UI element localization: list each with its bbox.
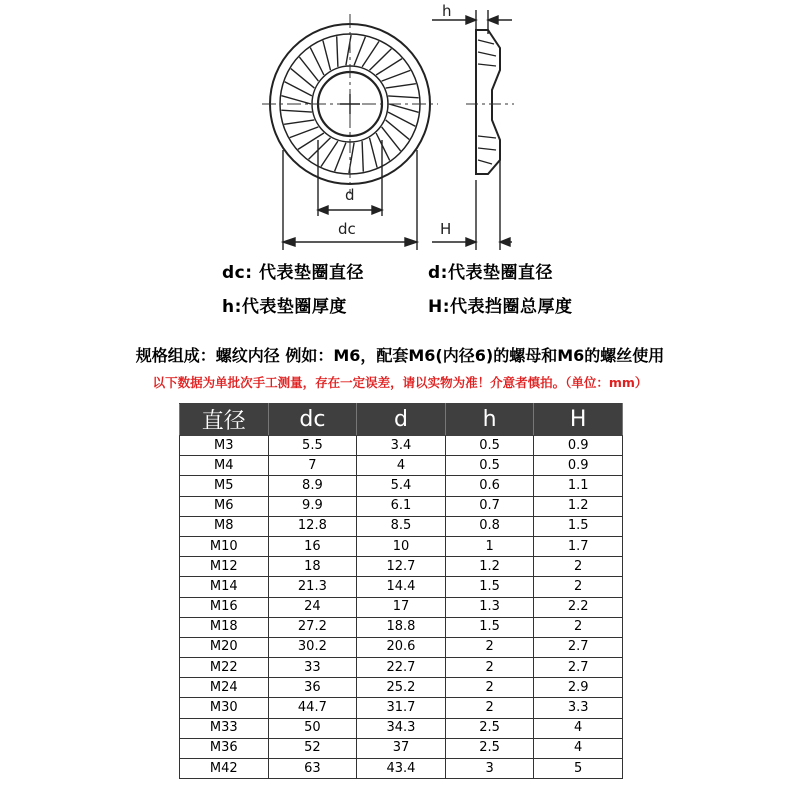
spec-description: 规格组成：螺纹内径 例如：M6，配套M6(内径6)的螺母和M6的螺丝使用 bbox=[135, 346, 665, 365]
table-cell: 33 bbox=[268, 658, 357, 678]
table-row bbox=[180, 637, 623, 657]
table-cell: M3 bbox=[180, 436, 269, 456]
serration-tooth bbox=[298, 133, 324, 149]
table-cell: 2 bbox=[534, 577, 623, 597]
serration-tooth bbox=[388, 112, 415, 126]
table-cell: M14 bbox=[180, 577, 269, 597]
table-cell: 2 bbox=[534, 557, 623, 577]
table-cell: 18.8 bbox=[357, 617, 446, 637]
table-row bbox=[180, 658, 623, 678]
table-cell: 8.5 bbox=[357, 516, 446, 536]
table-cell: 2 bbox=[445, 698, 534, 718]
header-diameter: 直径 bbox=[180, 404, 269, 436]
table-cell: 44.7 bbox=[268, 698, 357, 718]
legend-dc: dc: 代表垫圈直径 bbox=[222, 263, 364, 283]
table-cell: 9.9 bbox=[268, 496, 357, 516]
table-row bbox=[180, 557, 623, 577]
table-cell: 2.5 bbox=[445, 718, 534, 738]
table-cell: 17 bbox=[357, 597, 446, 617]
table-cell: 1.5 bbox=[445, 617, 534, 637]
table-cell: M16 bbox=[180, 597, 269, 617]
table-cell: 50 bbox=[268, 718, 357, 738]
table-cell: 16 bbox=[268, 536, 357, 556]
table-cell: 7 bbox=[268, 456, 357, 476]
table-cell: 1.5 bbox=[445, 577, 534, 597]
table-cell: 4 bbox=[357, 456, 446, 476]
table-cell: M30 bbox=[180, 698, 269, 718]
table-row bbox=[180, 759, 623, 779]
serration-tooth bbox=[282, 96, 312, 104]
table-cell: M22 bbox=[180, 658, 269, 678]
table-cell: 10 bbox=[357, 536, 446, 556]
table-cell: 14.4 bbox=[357, 577, 446, 597]
table-cell: 1 bbox=[445, 536, 534, 556]
table-cell: 3 bbox=[445, 759, 534, 779]
table-cell: 12.8 bbox=[268, 516, 357, 536]
table-cell: 24 bbox=[268, 597, 357, 617]
table-row bbox=[180, 516, 623, 536]
legend-H: H:代表挡圈总厚度 bbox=[428, 297, 573, 317]
table-cell: 3.3 bbox=[534, 698, 623, 718]
legend-d: d:代表垫圈直径 bbox=[428, 263, 553, 283]
table-cell: 5 bbox=[534, 759, 623, 779]
table-cell: 0.9 bbox=[534, 436, 623, 456]
table-cell: M20 bbox=[180, 637, 269, 657]
measurement-note: 以下数据为单批次手工测量，存在一定误差，请以实物为准！介意者慎拍。（单位：mm） bbox=[152, 375, 648, 390]
serration-tooth bbox=[362, 141, 363, 172]
serration-tooth bbox=[376, 133, 390, 160]
table-header-row bbox=[180, 404, 623, 436]
table-cell: M10 bbox=[180, 536, 269, 556]
table-cell: M5 bbox=[180, 476, 269, 496]
table-cell: M6 bbox=[180, 496, 269, 516]
table-cell: 4 bbox=[534, 718, 623, 738]
table-cell: 30.2 bbox=[268, 637, 357, 657]
serration-tooth bbox=[290, 127, 319, 138]
header-dc: dc bbox=[268, 404, 357, 436]
table-cell: M18 bbox=[180, 617, 269, 637]
serration-tooth bbox=[337, 36, 338, 67]
table-cell: 2.7 bbox=[534, 637, 623, 657]
table-cell: M36 bbox=[180, 738, 269, 758]
serration-tooth bbox=[310, 48, 324, 75]
table-cell: 43.4 bbox=[357, 759, 446, 779]
table-cell: 52 bbox=[268, 738, 357, 758]
table-cell: 3.4 bbox=[357, 436, 446, 456]
table-cell: 36 bbox=[268, 678, 357, 698]
table-row bbox=[180, 678, 623, 698]
serration-tooth bbox=[382, 70, 411, 81]
table-row bbox=[180, 456, 623, 476]
table-row bbox=[180, 617, 623, 637]
table-cell: 18 bbox=[268, 557, 357, 577]
table-row bbox=[180, 738, 623, 758]
serration-tooth bbox=[389, 104, 419, 112]
serration-tooth bbox=[281, 110, 312, 112]
dim-label-dc: dc bbox=[338, 220, 356, 238]
table-cell: 1.1 bbox=[534, 476, 623, 496]
table-cell: 4 bbox=[534, 738, 623, 758]
table-cell: 6.1 bbox=[357, 496, 446, 516]
table-cell: 1.5 bbox=[534, 516, 623, 536]
header-h: h bbox=[445, 404, 534, 436]
table-row bbox=[180, 597, 623, 617]
table-cell: 1.3 bbox=[445, 597, 534, 617]
table-row bbox=[180, 436, 623, 456]
serration-tooth bbox=[386, 84, 416, 88]
table-cell: 0.9 bbox=[534, 456, 623, 476]
table-cell: 1.2 bbox=[534, 496, 623, 516]
table-cell: 2.5 bbox=[445, 738, 534, 758]
header-H: H bbox=[534, 404, 623, 436]
serration-tooth bbox=[284, 120, 314, 124]
table-cell: 20.6 bbox=[357, 637, 446, 657]
table-cell: 0.8 bbox=[445, 516, 534, 536]
table-cell: M42 bbox=[180, 759, 269, 779]
serration-tooth bbox=[335, 143, 346, 172]
table-cell: 8.9 bbox=[268, 476, 357, 496]
table-cell: 5.4 bbox=[357, 476, 446, 496]
table-row bbox=[180, 496, 623, 516]
dim-label-h-top: h bbox=[442, 2, 452, 20]
table-cell: 2 bbox=[534, 617, 623, 637]
size-table bbox=[179, 403, 623, 779]
table-cell: 25.2 bbox=[357, 678, 446, 698]
table-cell: 2.2 bbox=[534, 597, 623, 617]
table-cell: 1.7 bbox=[534, 536, 623, 556]
serration-tooth bbox=[370, 138, 378, 168]
table-row bbox=[180, 718, 623, 738]
serration-tooth bbox=[376, 59, 402, 75]
table-cell: 34.3 bbox=[357, 718, 446, 738]
table-cell: 31.7 bbox=[357, 698, 446, 718]
table-row bbox=[180, 698, 623, 718]
table-cell: 5.5 bbox=[268, 436, 357, 456]
table-cell: 0.7 bbox=[445, 496, 534, 516]
table-cell: 2.9 bbox=[534, 678, 623, 698]
header-d: d bbox=[357, 404, 446, 436]
table-cell: 63 bbox=[268, 759, 357, 779]
table-cell: 21.3 bbox=[268, 577, 357, 597]
table-row bbox=[180, 476, 623, 496]
serration-tooth bbox=[388, 96, 419, 98]
table-cell: 2.7 bbox=[534, 658, 623, 678]
table-cell: 12.7 bbox=[357, 557, 446, 577]
table-cell: 0.5 bbox=[445, 456, 534, 476]
dim-label-d: d bbox=[345, 186, 355, 204]
table-cell: 0.6 bbox=[445, 476, 534, 496]
table-row bbox=[180, 577, 623, 597]
table-cell: M33 bbox=[180, 718, 269, 738]
table-cell: 2 bbox=[445, 678, 534, 698]
serration-tooth bbox=[285, 82, 312, 96]
washer-technical-drawing bbox=[0, 0, 800, 330]
table-cell: M8 bbox=[180, 516, 269, 536]
table-cell: 22.7 bbox=[357, 658, 446, 678]
table-cell: 2 bbox=[445, 658, 534, 678]
table-cell: M24 bbox=[180, 678, 269, 698]
table-cell: 37 bbox=[357, 738, 446, 758]
serration-tooth bbox=[354, 37, 365, 65]
table-row bbox=[180, 536, 623, 556]
washer-side-view bbox=[476, 30, 500, 174]
table-cell: M4 bbox=[180, 456, 269, 476]
legend-h: h:代表垫圈厚度 bbox=[222, 297, 347, 317]
serration-tooth bbox=[323, 41, 331, 71]
table-cell: 1.2 bbox=[445, 557, 534, 577]
table-cell: 2 bbox=[445, 637, 534, 657]
table-cell: 0.5 bbox=[445, 436, 534, 456]
table-cell: 27.2 bbox=[268, 617, 357, 637]
dim-label-H: H bbox=[440, 220, 452, 238]
table-cell: M12 bbox=[180, 557, 269, 577]
